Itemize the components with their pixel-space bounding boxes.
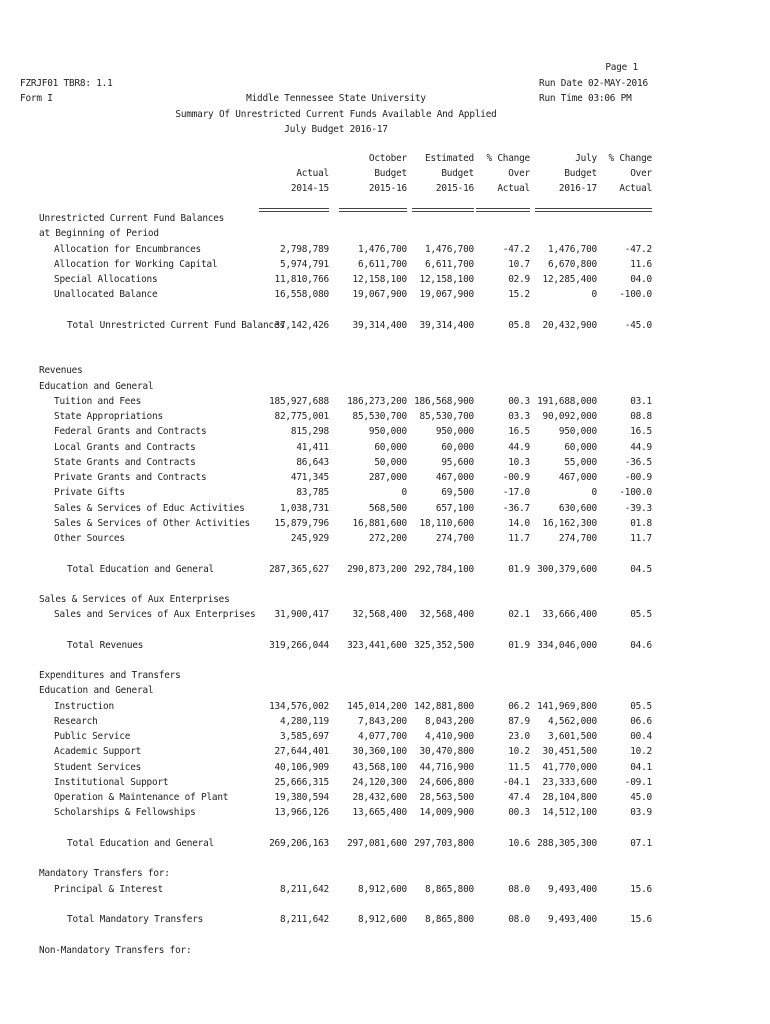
section-heading: Revenues [39, 365, 83, 377]
section-heading: Mandatory Transfers for: [39, 868, 170, 880]
line-item-label: Research [54, 715, 98, 727]
value-cell: 28,432,600 [352, 792, 407, 804]
value-cell: 568,500 [368, 502, 407, 514]
line-item-label: Academic Support [54, 746, 142, 758]
value-cell: 30,470,800 [419, 746, 474, 758]
value-cell: 08.8 [630, 411, 652, 423]
value-cell: 86,643 [296, 456, 329, 468]
value-cell: 11.7 [630, 533, 652, 544]
line-item-label: Private Grants and Contracts [54, 472, 207, 484]
value-cell: 05.8 [508, 319, 530, 331]
value-cell: 47.4 [508, 792, 530, 804]
value-cell: 85,530,700 [419, 411, 474, 423]
value-cell: -39.3 [624, 502, 652, 514]
value-cell: 8,211,642 [280, 914, 329, 925]
value-cell: 297,703,800 [414, 837, 474, 849]
value-cell: 467,000 [558, 472, 597, 484]
value-cell: 3,585,697 [280, 731, 329, 743]
line-item-label: State Grants and Contracts [54, 456, 196, 468]
value-cell: 43,568,100 [352, 761, 407, 773]
section-heading: at Beginning of Period [39, 228, 159, 240]
value-cell: 0 [591, 289, 597, 301]
value-cell: 04.0 [630, 274, 652, 285]
value-cell: 08.0 [508, 883, 530, 895]
line-item-label: Operation & Maintenance of Plant [54, 792, 229, 804]
column-rule [596, 208, 652, 212]
value-cell: 39,314,400 [352, 319, 407, 331]
value-cell: 02.1 [508, 609, 530, 621]
value-cell: 11.7 [508, 533, 530, 544]
value-cell: 11,810,766 [274, 274, 329, 285]
value-cell: 272,200 [368, 533, 407, 544]
column-header-2-line-1: October [368, 153, 407, 164]
value-cell: 37,142,426 [274, 319, 329, 331]
value-cell: 8,865,800 [425, 914, 474, 925]
value-cell: 00.3 [508, 395, 530, 407]
value-cell: 8,211,642 [280, 883, 329, 895]
value-cell: 13,966,126 [274, 807, 329, 819]
value-cell: 16.5 [508, 426, 530, 438]
value-cell: 01.8 [630, 517, 652, 529]
value-cell: 50,000 [374, 456, 407, 468]
section-heading: Education and General [39, 685, 154, 697]
value-cell: -36.7 [502, 502, 530, 514]
value-cell: 55,000 [564, 456, 597, 468]
line-item-label: Sales & Services of Educ Activities [54, 502, 245, 514]
value-cell: 185,927,688 [269, 395, 329, 407]
value-cell: -47.2 [502, 243, 530, 255]
value-cell: 15,879,796 [274, 517, 329, 529]
value-cell: -100.0 [619, 487, 652, 499]
value-cell: 815,298 [290, 426, 329, 438]
line-item-label: State Appropriations [54, 411, 163, 423]
value-cell: 186,273,200 [347, 395, 407, 407]
value-cell: 8,865,800 [425, 883, 474, 895]
column-header-5-line-2: Budget [564, 168, 597, 179]
column-header-2-line-2: Budget [374, 168, 407, 179]
value-cell: 10.3 [508, 456, 530, 468]
value-cell: 69,500 [441, 487, 474, 499]
value-cell: 15.6 [630, 914, 652, 925]
value-cell: -17.0 [502, 487, 530, 499]
value-cell: 3,601,500 [548, 731, 597, 743]
report-subtitle: Summary Of Unrestricted Current Funds Available And Applied [175, 109, 497, 120]
section-heading: Sales & Services of Aux Enterprises [39, 594, 230, 605]
column-rule [412, 208, 474, 212]
value-cell: 10.6 [508, 837, 530, 849]
column-header-6-line-1: % Change [608, 153, 652, 164]
value-cell: 60,000 [374, 441, 407, 453]
line-item-label: Other Sources [54, 533, 125, 544]
value-cell: 44.9 [630, 441, 652, 453]
total-row-label: Total Education and General [67, 563, 214, 575]
value-cell: 60,000 [564, 441, 597, 453]
value-cell: -47.2 [624, 243, 652, 255]
value-cell: 8,912,600 [358, 914, 407, 925]
value-cell: 245,929 [290, 533, 329, 544]
value-cell: 297,081,600 [347, 837, 407, 849]
value-cell: 274,700 [558, 533, 597, 544]
value-cell: 05.5 [630, 700, 652, 712]
value-cell: 16,162,300 [542, 517, 597, 529]
value-cell: 41,770,000 [542, 761, 597, 773]
value-cell: 0 [591, 487, 597, 499]
value-cell: -00.9 [624, 472, 652, 484]
value-cell: 325,352,500 [414, 639, 474, 651]
value-cell: 60,000 [441, 441, 474, 453]
column-header-6-line-2: Over [630, 168, 652, 179]
value-cell: 15.6 [630, 883, 652, 895]
value-cell: 23.0 [508, 731, 530, 743]
value-cell: 04.6 [630, 639, 652, 651]
column-header-3-line-1: Estimated [425, 153, 474, 164]
value-cell: 03.3 [508, 411, 530, 423]
column-rule [535, 208, 597, 212]
value-cell: 0 [401, 487, 407, 499]
value-cell: 04.5 [630, 563, 652, 575]
value-cell: 08.0 [508, 914, 530, 925]
value-cell: 4,280,119 [280, 715, 329, 727]
value-cell: 300,379,600 [537, 563, 597, 575]
budget-title: July Budget 2016-17 [284, 124, 388, 135]
value-cell: 10.2 [630, 746, 652, 758]
total-row-label: Total Education and General [67, 837, 214, 849]
value-cell: 1,476,700 [548, 243, 597, 255]
column-header-3-line-2: Budget [441, 168, 474, 179]
value-cell: 15.2 [508, 289, 530, 301]
value-cell: 82,775,001 [274, 411, 329, 423]
value-cell: 334,046,000 [537, 639, 597, 651]
value-cell: 25,666,315 [274, 776, 329, 788]
line-item-label: Unallocated Balance [54, 289, 158, 301]
value-cell: 28,563,500 [419, 792, 474, 804]
column-header-4-line-3: Actual [497, 183, 530, 194]
value-cell: 28,104,800 [542, 792, 597, 804]
value-cell: 83,785 [296, 487, 329, 499]
value-cell: 4,410,900 [425, 731, 474, 743]
value-cell: 05.5 [630, 609, 652, 621]
total-row-label: Total Revenues [67, 639, 144, 651]
column-rule [476, 208, 530, 212]
value-cell: 19,067,900 [352, 289, 407, 301]
page-number: Page 1 [605, 62, 638, 73]
report-id: FZRJF01 TBR8: 1.1 [20, 78, 113, 89]
value-cell: 12,158,100 [352, 274, 407, 285]
value-cell: 292,784,100 [414, 563, 474, 575]
value-cell: 95,600 [441, 456, 474, 468]
value-cell: 287,365,627 [269, 563, 329, 575]
section-heading: Unrestricted Current Fund Balances [39, 213, 225, 224]
line-item-label: Tuition and Fees [54, 395, 142, 407]
value-cell: 14,009,900 [419, 807, 474, 819]
column-header-2-line-3: 2015-16 [368, 183, 407, 194]
value-cell: 13,665,400 [352, 807, 407, 819]
value-cell: 14.0 [508, 517, 530, 529]
institution-name: Middle Tennessee State University [246, 93, 426, 104]
section-heading: Non-Mandatory Transfers for: [39, 944, 192, 956]
value-cell: -36.5 [624, 456, 652, 468]
line-item-label: Private Gifts [54, 487, 125, 499]
value-cell: 4,077,700 [358, 731, 407, 743]
value-cell: 85,530,700 [352, 411, 407, 423]
column-header-5-line-1: July [575, 153, 597, 164]
value-cell: 03.1 [630, 395, 652, 407]
value-cell: 30,451,500 [542, 746, 597, 758]
value-cell: 630,600 [558, 502, 597, 514]
value-cell: 45.0 [630, 792, 652, 804]
value-cell: 4,562,000 [548, 715, 597, 727]
value-cell: 8,912,600 [358, 883, 407, 895]
value-cell: 33,666,400 [542, 609, 597, 621]
value-cell: 00.4 [630, 731, 652, 743]
value-cell: 319,266,044 [269, 639, 329, 651]
total-row-label: Total Mandatory Transfers [67, 914, 204, 925]
value-cell: 2,798,789 [280, 243, 329, 255]
value-cell: 8,043,200 [425, 715, 474, 727]
value-cell: -09.1 [624, 776, 652, 788]
line-item-label: Instruction [54, 700, 114, 712]
column-header-1-line-2: Actual [296, 168, 329, 179]
value-cell: -45.0 [624, 319, 652, 331]
value-cell: 288,305,300 [537, 837, 597, 849]
value-cell: 24,120,300 [352, 776, 407, 788]
section-heading: Expenditures and Transfers [39, 670, 181, 682]
value-cell: 10.7 [508, 258, 530, 270]
value-cell: 16,881,600 [352, 517, 407, 529]
value-cell: 06.6 [630, 715, 652, 727]
value-cell: 7,843,200 [358, 715, 407, 727]
value-cell: 950,000 [558, 426, 597, 438]
value-cell: 90,092,000 [542, 411, 597, 423]
column-rule [339, 208, 407, 212]
value-cell: 02.9 [508, 274, 530, 285]
value-cell: 31,900,417 [274, 609, 329, 621]
value-cell: 27,644,401 [274, 746, 329, 758]
total-row-label: Total Unrestricted Current Fund Balances [67, 319, 285, 331]
value-cell: 186,568,900 [414, 395, 474, 407]
line-item-label: Principal & Interest [54, 883, 163, 895]
value-cell: 00.3 [508, 807, 530, 819]
value-cell: 269,206,163 [269, 837, 329, 849]
value-cell: 950,000 [435, 426, 474, 438]
line-item-label: Scholarships & Fellowships [54, 807, 196, 819]
value-cell: 44,716,900 [419, 761, 474, 773]
value-cell: 657,100 [435, 502, 474, 514]
value-cell: 11.6 [630, 258, 652, 270]
value-cell: 950,000 [368, 426, 407, 438]
value-cell: 12,285,400 [542, 274, 597, 285]
value-cell: 9,493,400 [548, 883, 597, 895]
value-cell: 323,441,600 [347, 639, 407, 651]
value-cell: 06.2 [508, 700, 530, 712]
value-cell: 20,432,900 [542, 319, 597, 331]
value-cell: 19,067,900 [419, 289, 474, 301]
value-cell: 6,611,700 [425, 258, 474, 270]
value-cell: 142,881,800 [414, 700, 474, 712]
value-cell: 1,476,700 [358, 243, 407, 255]
line-item-label: Student Services [54, 761, 142, 773]
value-cell: 467,000 [435, 472, 474, 484]
value-cell: 287,000 [368, 472, 407, 484]
value-cell: -04.1 [502, 776, 530, 788]
line-item-label: Sales and Services of Aux Enterprises [54, 609, 256, 621]
run-time: Run Time 03:06 PM [539, 93, 632, 104]
value-cell: 471,345 [290, 472, 329, 484]
value-cell: 9,493,400 [548, 914, 597, 925]
value-cell: 23,333,600 [542, 776, 597, 788]
run-date: Run Date 02-MAY-2016 [539, 78, 648, 89]
value-cell: 134,576,002 [269, 700, 329, 712]
value-cell: 44.9 [508, 441, 530, 453]
line-item-label: Allocation for Encumbrances [54, 243, 201, 255]
value-cell: -100.0 [619, 289, 652, 301]
value-cell: 12,158,100 [419, 274, 474, 285]
line-item-label: Special Allocations [54, 274, 158, 285]
column-rule [259, 208, 329, 212]
column-header-4-line-2: Over [508, 168, 530, 179]
line-item-label: Public Service [54, 731, 131, 743]
line-item-label: Local Grants and Contracts [54, 441, 196, 453]
value-cell: 30,360,100 [352, 746, 407, 758]
value-cell: 290,873,200 [347, 563, 407, 575]
value-cell: 01.9 [508, 639, 530, 651]
value-cell: 16.5 [630, 426, 652, 438]
value-cell: -00.9 [502, 472, 530, 484]
value-cell: 274,700 [435, 533, 474, 544]
value-cell: 04.1 [630, 761, 652, 773]
section-heading: Education and General [39, 380, 154, 392]
value-cell: 6,670,800 [548, 258, 597, 270]
value-cell: 1,476,700 [425, 243, 474, 255]
column-header-6-line-3: Actual [619, 183, 652, 194]
column-header-1-line-3: 2014-15 [290, 183, 329, 194]
value-cell: 5,974,791 [280, 258, 329, 270]
value-cell: 07.1 [630, 837, 652, 849]
value-cell: 19,380,594 [274, 792, 329, 804]
value-cell: 24,606,800 [419, 776, 474, 788]
line-item-label: Sales & Services of Other Activities [54, 517, 250, 529]
form-label: Form I [20, 93, 53, 104]
value-cell: 32,568,400 [352, 609, 407, 621]
value-cell: 11.5 [508, 761, 530, 773]
value-cell: 87.9 [508, 715, 530, 727]
value-cell: 39,314,400 [419, 319, 474, 331]
value-cell: 6,611,700 [358, 258, 407, 270]
value-cell: 40,106,909 [274, 761, 329, 773]
value-cell: 32,568,400 [419, 609, 474, 621]
line-item-label: Allocation for Working Capital [54, 258, 218, 270]
value-cell: 41,411 [296, 441, 329, 453]
column-header-3-line-3: 2015-16 [435, 183, 474, 194]
value-cell: 1,038,731 [280, 502, 329, 514]
value-cell: 14,512,100 [542, 807, 597, 819]
value-cell: 191,688,000 [537, 395, 597, 407]
value-cell: 10.2 [508, 746, 530, 758]
line-item-label: Federal Grants and Contracts [54, 426, 207, 438]
column-header-4-line-1: % Change [486, 153, 530, 164]
value-cell: 16,558,080 [274, 289, 329, 301]
value-cell: 141,969,800 [537, 700, 597, 712]
column-header-5-line-3: 2016-17 [558, 183, 597, 194]
value-cell: 145,014,200 [347, 700, 407, 712]
line-item-label: Institutional Support [54, 776, 169, 788]
value-cell: 03.9 [630, 807, 652, 819]
value-cell: 18,110,600 [419, 517, 474, 529]
value-cell: 01.9 [508, 563, 530, 575]
